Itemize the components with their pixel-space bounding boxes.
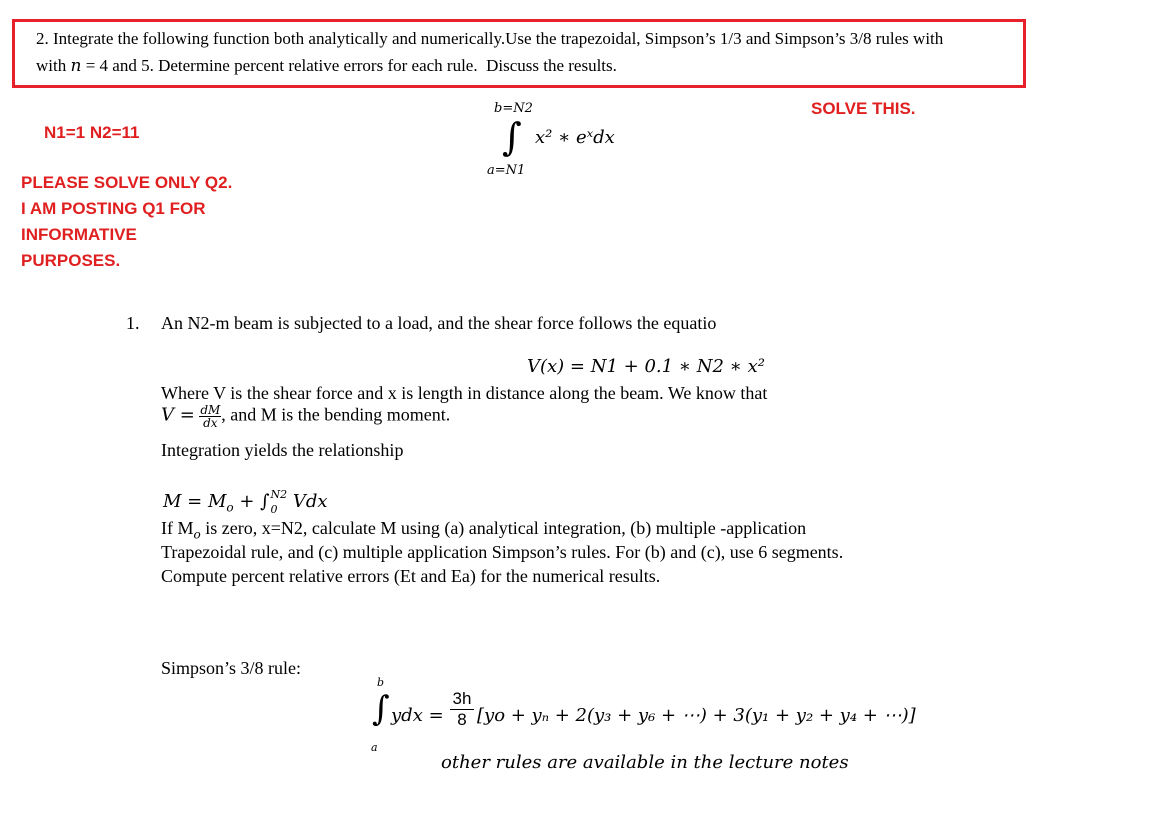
question-1-line-4: Integration yields the relationship [161, 440, 404, 460]
bending-moment-text: , and M is the bending moment. [221, 404, 451, 425]
question-1-para-line-1 [161, 518, 806, 542]
question-1-number: 1. [126, 313, 140, 333]
simpson-title: Simpson’s 3/8 rule: [161, 658, 302, 678]
moment-left: M = M [163, 491, 227, 512]
integral-lower-limit: a=N1 [487, 163, 526, 178]
question-1-line-2: Where V is the shear force and x is length in distance along the beam. We know that [161, 383, 768, 403]
m-subscript: o [193, 527, 201, 542]
simpson-lhs: ydx = [391, 705, 444, 726]
integrand: x² ∗ eˣdx [535, 127, 615, 148]
simpson-lower-limit: a [371, 741, 378, 754]
dm-dx-fraction [199, 404, 221, 429]
simpson-numerator: 3h [450, 690, 474, 710]
fraction-denominator: dx [203, 416, 218, 430]
v-equals: V = [161, 404, 195, 426]
simpson-denominator: 8 [457, 710, 467, 729]
question-1-para-line-3: Compute percent relative errors (Et and Ea) for the numerical results. [161, 566, 661, 586]
shear-force-equation: V(x) = N1 + 0.1 ∗ N2 ∗ x² [527, 356, 765, 377]
instruction-line: INFORMATIVE [21, 225, 137, 244]
instruction-note [21, 170, 232, 274]
moment-lower-limit: 0 [270, 503, 278, 516]
simpson-fraction [450, 690, 474, 728]
question-2-text-line-2: with n = 4 and 5. Determine percent relative errors for each rule. Discuss the results. [36, 56, 617, 76]
question-2-text-line-1: 2. Integrate the following function both analytically and numerically.Use the trapezoidal, Simpson’s 1/3 and Simpson’s 3/8 rules with [36, 29, 944, 48]
moment-limits [271, 489, 288, 515]
simpson-bracket: [yo + yₙ + 2(y₃ + y₆ + ⋯) + 3(y₁ + y₂ + y₄ + ⋯)] [477, 705, 916, 726]
simpson-integral-sign: ∫ [372, 689, 390, 729]
moment-subscript: o [226, 500, 234, 515]
question-1-para-line-2: Trapezoidal rule, and (c) multiple application Simpson’s rules. For (b) and (c), use 6 segments. [161, 542, 844, 562]
integral-sign: ∫ [502, 115, 522, 159]
integral-upper-limit: b=N2 [494, 101, 533, 116]
fraction-numerator: dM [200, 403, 221, 417]
instruction-line: PURPOSES. [21, 251, 121, 270]
simpson-upper-limit: b [377, 676, 385, 689]
n-values-note: N1=1 N2=11 [44, 123, 140, 142]
instruction-line: I AM POSTING Q1 FOR [21, 199, 206, 218]
instruction-line: PLEASE SOLVE ONLY Q2. [21, 173, 233, 192]
para-line-1-rest: is zero, x=N2, calculate M using (a) analytical integration, (b) multiple -application [200, 518, 807, 538]
solve-this-note: SOLVE THIS. [811, 99, 916, 118]
moment-right: Vdx [287, 491, 328, 512]
if-m-text: If M [161, 518, 194, 538]
moment-integral-sign: + ∫ [233, 491, 270, 512]
moment-upper-limit: N2 [270, 488, 288, 501]
question-1-line-3 [161, 404, 450, 429]
lecture-notes-note: other rules are available in the lecture notes [441, 752, 849, 773]
moment-equation [163, 489, 328, 515]
question-1-line-1: An N2-m beam is subjected to a load, and the shear force follows the equatio [161, 313, 717, 333]
